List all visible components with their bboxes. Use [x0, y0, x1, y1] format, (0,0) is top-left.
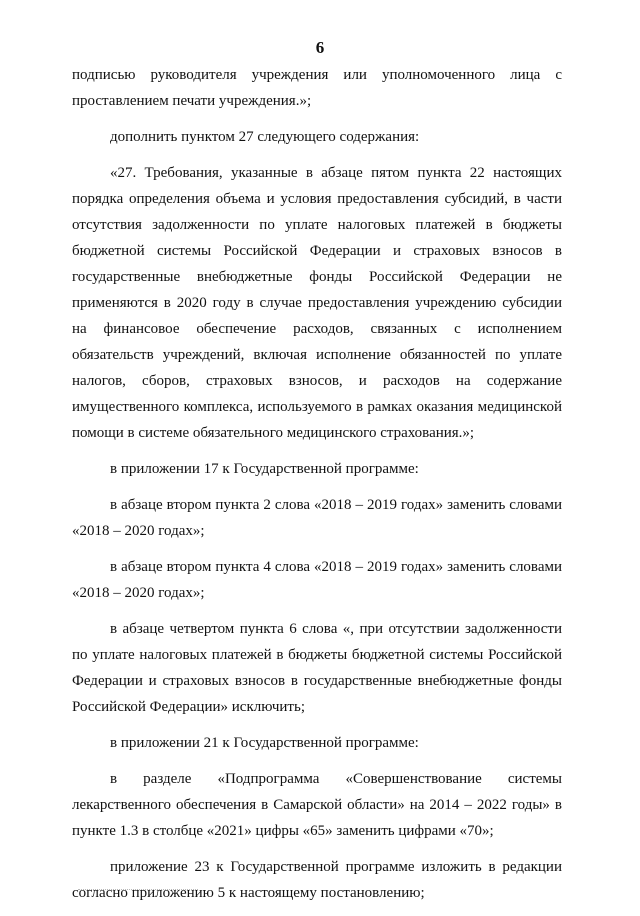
- document-body: [72, 62, 562, 916]
- scan-artifact: [78, 889, 198, 894]
- paragraph-appendix-23: приложение 23 к Государственной программе изложить в редакции согласно приложению 5 к настоящему постановлению;: [72, 859, 562, 901]
- paragraph-continuation: подписью руководителя учреждения или уполномоченного лица с проставлением печати учреждения.»;: [72, 67, 562, 109]
- paragraph-item-4-change: в абзаце втором пункта 4 слова «2018 – 2019 годах» заменить словами «2018 – 2020 годах»;: [72, 559, 562, 601]
- paragraph-item-2-change: в абзаце втором пункта 2 слова «2018 – 2019 годах» заменить словами «2018 – 2020 годах»;: [72, 497, 562, 539]
- paragraph-subprogram-change: в разделе «Подпрограмма «Совершенствование системы лекарственного обеспечения в Самарской области» на 2014 – 2022 годы» в пункте 1.3 в столбце «2021» цифры «65» заменить цифрами «70»;: [72, 771, 562, 839]
- paragraph-item-6-change: в абзаце четвертом пункта 6 слова «, при отсутствии задолженности по уплате налоговых платежей в бюджеты бюджетной системы Российской Федерации и страховых взносов в государственные внебюджетные фонды Российской Федерации» исключить;: [72, 621, 562, 715]
- paragraph-add-item-27: дополнить пунктом 27 следующего содержания:: [110, 129, 420, 145]
- page-number: 6: [315, 38, 325, 57]
- paragraph-item-27: «27. Требования, указанные в абзаце пятом пункта 22 настоящих порядка определения объема и условия предоставления субсидий, в части отсутствия задолженности по уплате налоговых платежей в бюджеты бюджетной системы Российской Федерации и страховых взносов в государственные внебюджетные фонды Российской Федерации не применяются в 2020 году в случае предоставления учреждению субсидии на финансовое обеспечение расходов, связанных с исполнением обязательств учреждений, включая исполнение обязанностей по уплате налогов, сборов, страховых взносов, и расходов на содержание имущественного комплекса, используемого в рамках оказания медицинской помощи в системе обязательного медицинского страхования.»;: [72, 165, 562, 441]
- paragraph-appendix-17: в приложении 17 к Государственной программе:: [110, 461, 419, 477]
- paragraph-appendix-21: в приложении 21 к Государственной программе:: [110, 735, 419, 751]
